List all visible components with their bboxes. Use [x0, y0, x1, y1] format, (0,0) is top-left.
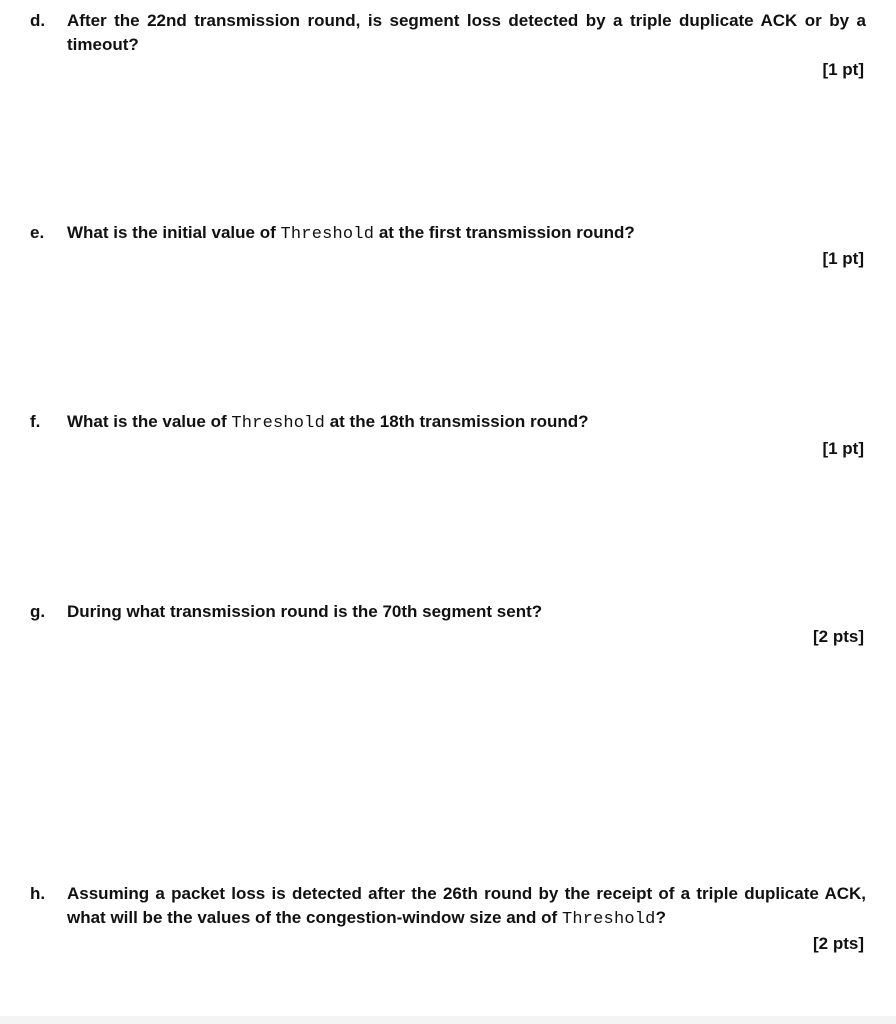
question-text	[67, 410, 866, 436]
question-letter: e.	[30, 223, 45, 242]
question-text	[67, 882, 866, 932]
question-text-after: at the 18th transmission round?	[324, 412, 589, 431]
question-text-before: Assuming a packet loss is detected after the 26th round by the receipt of a triple duplicate ACK, what will be the values of the congestion-window size and of	[67, 884, 866, 927]
question-letter: h.	[30, 884, 46, 903]
code-threshold: Threshold	[561, 910, 656, 929]
code-threshold: Threshold	[280, 225, 375, 244]
code-threshold: Threshold	[231, 414, 325, 433]
question-text	[67, 221, 866, 247]
question-text-before: What is the value of	[67, 412, 232, 431]
question-text-before: What is the initial value of	[67, 223, 281, 242]
points-label: [1 pt]	[822, 439, 864, 458]
question-text-after: ?	[655, 908, 666, 927]
question-letter: d.	[30, 11, 46, 30]
question-text: After the 22nd transmission round, is segment loss detected by a triple duplicate ACK or by a timeout?	[67, 11, 866, 54]
points-label: [1 pt]	[822, 60, 864, 79]
points-label: [2 pts]	[813, 934, 864, 953]
points-label: [2 pts]	[813, 627, 864, 646]
question-text-after: at the first transmission round?	[374, 223, 635, 242]
question-letter: f.	[30, 412, 41, 431]
question-letter: g.	[30, 602, 46, 621]
page-bottom-edge	[0, 1016, 896, 1024]
question-text: During what transmission round is the 70th segment sent?	[67, 602, 543, 621]
points-label: [1 pt]	[822, 249, 864, 268]
